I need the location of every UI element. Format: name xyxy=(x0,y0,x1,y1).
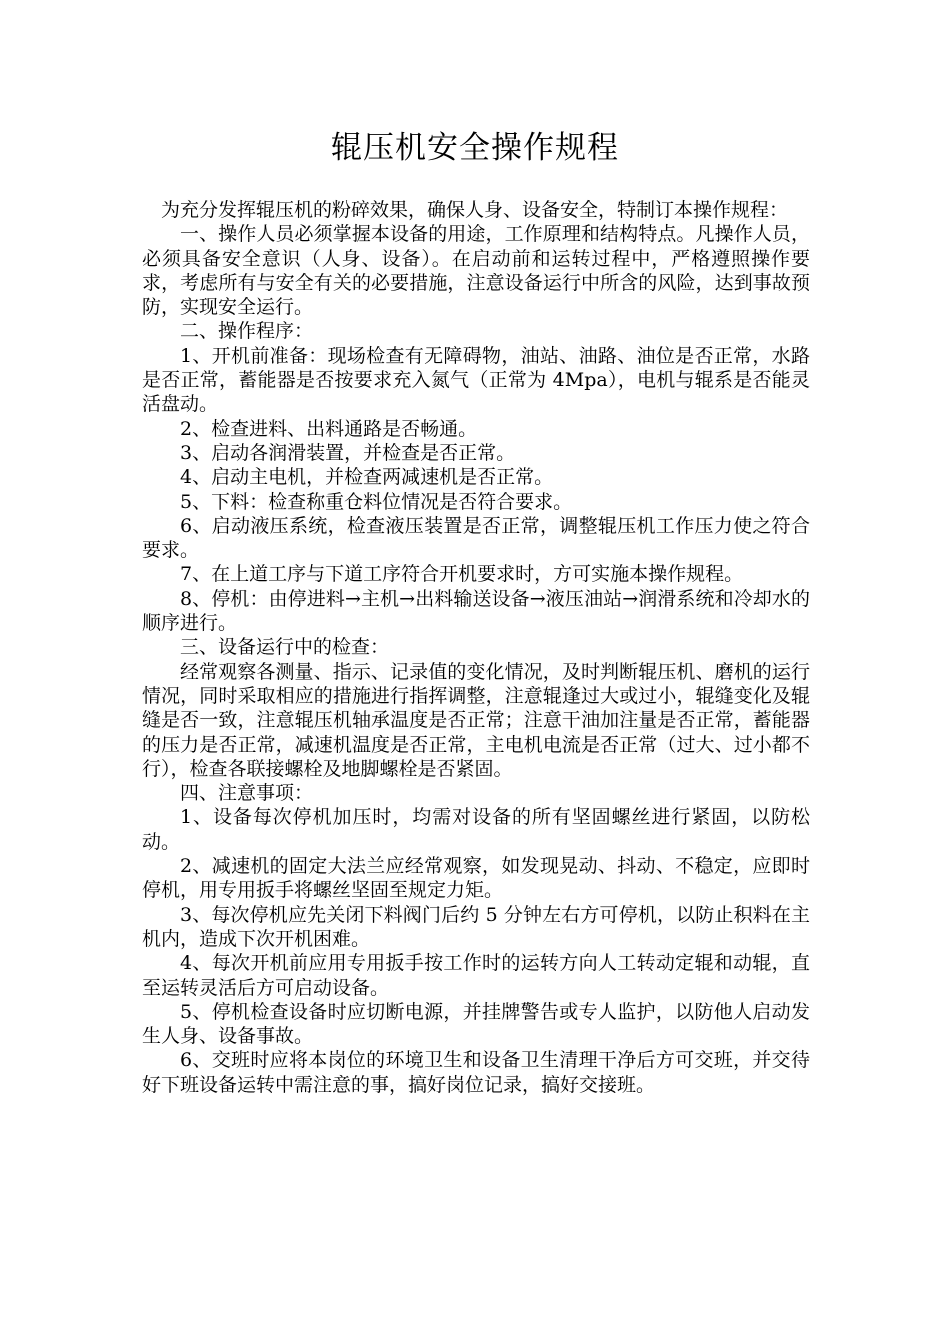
intro-paragraph: 为充分发挥辊压机的粉碎效果，确保人身、设备安全，特制订本操作规程： xyxy=(161,199,789,221)
section-4-heading: 四、注意事项： xyxy=(180,782,314,805)
procedure-item-6: 6、启动液压系统，检查液压装置是否正常，调整辊压机工作压力使之符合要求。 xyxy=(142,514,810,562)
notice-item-3: 3、每次停机应先关闭下料阀门后约 5 分钟左右方可停机，以防止积料在主机内，造成下次开机困难。 xyxy=(142,903,810,950)
procedure-item-1: 1、开机前准备：现场检查有无障碍物，油站、油路、油位是否正常，水路是否正常，蓄能器是否按要求充入氮气（正常为 4Mpa），电机与辊系是否能灵活盘动。 xyxy=(142,344,810,416)
inspection-paragraph: 经常观察各测量、指示、记录值的变化情况，及时判断辊压机、磨机的运行情况，同时采取相应的措施进行指挥调整，注意辊逢过大或过小，辊缝变化及辊缝是否一致，注意辊压机轴承温度是否正常；注意干油加注量是否正常，蓄能器的压力是否正常，减速机温度是否正常，主电机电流是否正常（过大、过小都不行），检查各联接螺栓及地脚螺栓是否紧固。 xyxy=(142,660,810,780)
procedure-item-8: 8、停机：由停进料→主机→出料输送设备→液压油站→润滑系统和冷却水的顺序进行。 xyxy=(142,587,810,635)
document-title: 辊压机安全操作规程 xyxy=(331,130,619,166)
document-body xyxy=(142,198,810,1097)
procedure-item-2: 2、检查进料、出料通路是否畅通。 xyxy=(180,417,478,440)
notice-item-4: 4、每次开机前应用专用扳手按工作时的运转方向人工转动定辊和动辊，直至运转灵活后方可启动设备。 xyxy=(142,952,810,999)
notice-item-6: 6、交班时应将本岗位的环境卫生和设备卫生清理干净后方可交班，并交待好下班设备运转中需注意的事，搞好岗位记录，搞好交接班。 xyxy=(142,1049,810,1096)
section-3-heading: 三、设备运行中的检查： xyxy=(180,636,390,659)
section-2-heading: 二、操作程序： xyxy=(180,320,314,343)
procedure-item-7: 7、在上道工序与下道工序符合开机要求时，方可实施本操作规程。 xyxy=(180,563,744,586)
procedure-item-5: 5、下料：检查称重仓料位情况是否符合要求。 xyxy=(180,490,573,513)
notice-item-1: 1、设备每次停机加压时，均需对设备的所有坚固螺丝进行紧固，以防松动。 xyxy=(142,806,810,853)
notice-item-5: 5、停机检查设备时应切断电源，并挂牌警告或专人监护，以防他人启动发生人身、设备事故。 xyxy=(142,1000,810,1048)
notice-item-2: 2、减速机的固定大法兰应经常观察，如发现晃动、抖动、不稳定，应即时停机，用专用扳手将螺丝坚固至规定力矩。 xyxy=(142,855,810,902)
procedure-item-3: 3、启动各润滑装置，并检查是否正常。 xyxy=(180,441,516,464)
section-1-paragraph: 一、操作人员必须掌握本设备的用途，工作原理和结构特点。凡操作人员，必须具备安全意识（人身、设备）。在启动前和运转过程中，严格遵照操作要求，考虑所有与安全有关的必要措施，注意设备运行中所含的风险，达到事故预防，实现安全运行。 xyxy=(142,223,810,319)
procedure-item-4: 4、启动主电机，并检查两减速机是否正常。 xyxy=(180,466,554,489)
